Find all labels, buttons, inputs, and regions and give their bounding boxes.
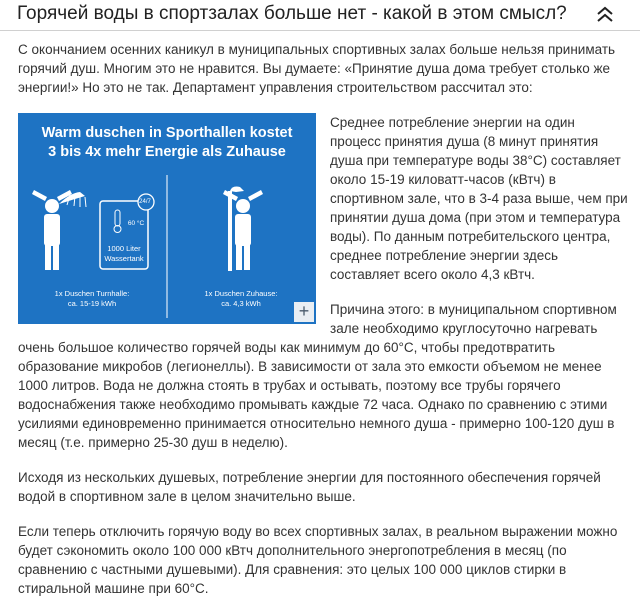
article-body <box>18 40 628 614</box>
caption-gym-line2: ca. 15-19 kWh <box>67 299 117 308</box>
infographic-image <box>18 113 316 324</box>
infographic-title-line2: 3 bis 4x mehr Energie als Zuhause <box>48 144 286 160</box>
caption-home-line1: 1x Duschen Zuhause: <box>204 289 278 298</box>
person-showering-icon <box>32 190 86 270</box>
caption-home <box>176 289 306 309</box>
person-showering-home-icon <box>223 187 263 272</box>
tank-label <box>100 244 148 264</box>
article-header <box>0 0 640 31</box>
tank-label-line1: 1000 Liter <box>107 244 141 253</box>
caption-home-line2: ca. 4,3 kWh <box>221 299 261 308</box>
paragraph-reason: Причина этого: в муниципальном спортивном зале необходимо круглосуточно нагревать очень большое количество горячей воды как минимум до 60°C, чтобы предотвратить образование микробов (легионеллы). В зависимости от зала это емкости объемом не менее 1000 литров. Вода не должна стоять в трубах и остывать, поэтому все трубы горячего водоснабжения также необходимо промывать каждые 72 часа. Однако по сравнению с этими усилиями единовременно принимается относительно немного душа - примерно 100-120 душ в месяц (т.е. примерно 25-30 душ в неделю). <box>18 302 617 450</box>
infographic-title-line1: Warm duschen in Sporthallen kostet <box>41 125 293 141</box>
tank-label-line2: Wassertank <box>104 254 144 263</box>
tank-temperature: 60 °C <box>127 220 145 227</box>
collapse-chevron-icon[interactable] <box>594 5 616 25</box>
paragraph-total: Исходя из нескольких душевых, потребление энергии для постоянного обеспечения горячей водой в спортивном зале в целом значительно выше. <box>18 470 601 504</box>
article-title: Горячей воды в спортзалах больше нет - какой в этом смысл? <box>17 3 567 24</box>
expand-plus-icon[interactable]: + <box>294 302 314 322</box>
clock-label: 24/7 <box>139 199 151 205</box>
paragraph-intro: С окончанием осенних каникул в муниципальных спортивных залах больше нельзя принимать горячий душ. Многим это не нравится. Вы думаете: «Принятие душа дома требует столько же энергии!» Но это не так. Департамент управления строительством рассчитал это: <box>18 42 616 95</box>
caption-gym-line1: 1x Duschen Turnhalle: <box>54 289 130 298</box>
caption-gym <box>22 289 162 309</box>
paragraph-consumption: Среднее потребление энергии на один процесс принятия душа (8 минут принятия душа при температуре воды 38°C) составляет около 15-19 киловатт-часов (кВтч) в спортивном зале, что в 3-4 раза выше, чем при принятии душа дома (при этом и температура воды). По данным потребительского центра, среднее потребление энергии здесь составляет всего около 4,3 кВтч. <box>330 115 628 282</box>
paragraph-savings: Если теперь отключить горячую воду во всех спортивных залах, в реальном выражении можно будет сэкономить около 100 000 кВтч дополнительного энергопотребления в месяц (по сравнению с частными душевыми). Для сравнения: это целых 100 000 циклов стирки в стиральной машине при 60°C. <box>18 524 618 596</box>
